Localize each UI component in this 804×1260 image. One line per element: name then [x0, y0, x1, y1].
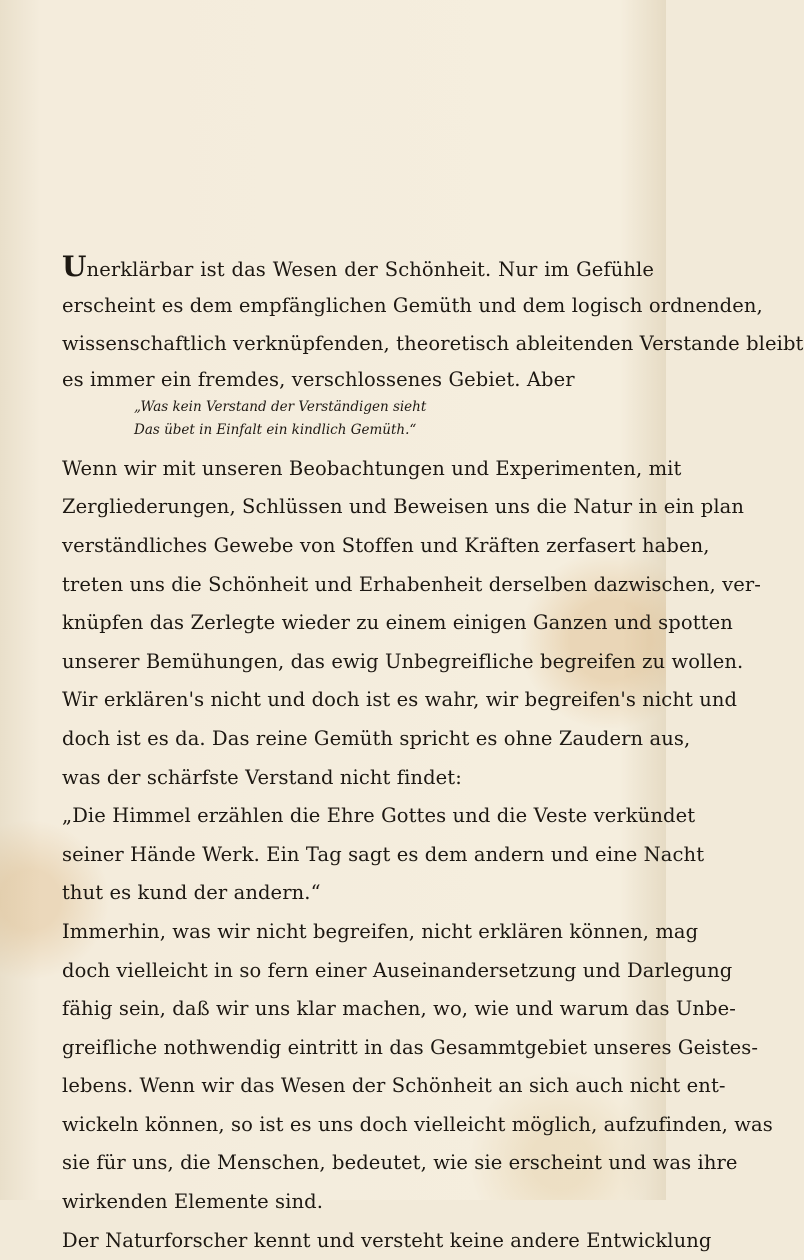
quote-line: „Die Himmel erzählen die Ehre Gottes und die Veste verkündet — [62, 804, 696, 828]
quote-line: seiner Hände Werk. Ein Tag sagt es dem andern und eine Nacht — [62, 842, 705, 866]
text-line: Wir erklären's nicht und doch ist es wahr, wir begreifen's nicht und — [62, 688, 738, 712]
verse-line: „Was kein Verstand der Verständigen sieht — [134, 398, 427, 415]
text-line: treten uns die Schönheit und Erhabenheit derselben dazwischen, ver- — [62, 572, 761, 596]
text-line: fähig sein, daß wir uns klar machen, wo, wie und warum das Unbe- — [62, 997, 736, 1021]
drop-cap: U — [62, 250, 87, 283]
text-line: Zergliederungen, Schlüssen und Beweisen uns die Natur in ein plan — [62, 495, 745, 519]
text-line: knüpfen das Zerlegte wieder zu einem einigen Ganzen und spotten — [62, 611, 733, 635]
text-line: doch vielleicht in so fern einer Auseinandersetzung und Darlegung — [62, 958, 733, 982]
text-line: sie für uns, die Menschen, bedeutet, wie sie erscheint und was ihre — [62, 1151, 738, 1175]
text-line: Wenn wir mit unseren Beobachtungen und Experimenten, mit — [62, 456, 682, 480]
verse-quote — [134, 396, 534, 442]
text-line: wickeln können, so ist es uns doch vielleicht möglich, aufzufinden, was — [62, 1112, 773, 1136]
quote-line: thut es kund der andern.“ — [62, 881, 321, 905]
text-line: Immerhin, was wir nicht begreifen, nicht erklären können, mag — [62, 919, 699, 943]
text-line: was der schärfste Verstand nicht findet: — [62, 765, 462, 789]
body-text — [62, 248, 804, 1260]
text-line: Unerklärbar ist das Wesen der Schönheit. Nur im Gefühle — [62, 250, 654, 283]
verse-line: Das übet in Einfalt ein kindlich Gemüth.“ — [134, 421, 417, 438]
text-line: greifliche nothwendig eintritt in das Gesammtgebiet unseres Geistes- — [62, 1035, 759, 1059]
text-line: erscheint es dem empfänglichen Gemüth und dem logisch ordnenden, — [62, 293, 763, 317]
text-line: lebens. Wenn wir das Wesen der Schönheit an sich auch nicht ent- — [62, 1074, 726, 1098]
text-line: wissenschaftlich verknüpfenden, theoretisch ableitenden Verstande bleibt — [62, 332, 804, 356]
text-line: Der Naturforscher kennt und versteht keine andere Entwicklung — [62, 1228, 712, 1252]
text-line: doch ist es da. Das reine Gemüth spricht es ohne Zaudern aus, — [62, 726, 691, 750]
text-line: wirkenden Elemente sind. — [62, 1190, 324, 1214]
text-line: es immer ein fremdes, verschlossenes Gebiet. Aber — [62, 367, 575, 391]
text-line: verständliches Gewebe von Stoffen und Kräften zerfasert haben, — [62, 533, 710, 557]
text-line: unserer Bemühungen, das ewig Unbegreifliche begreifen zu wollen. — [62, 649, 744, 673]
